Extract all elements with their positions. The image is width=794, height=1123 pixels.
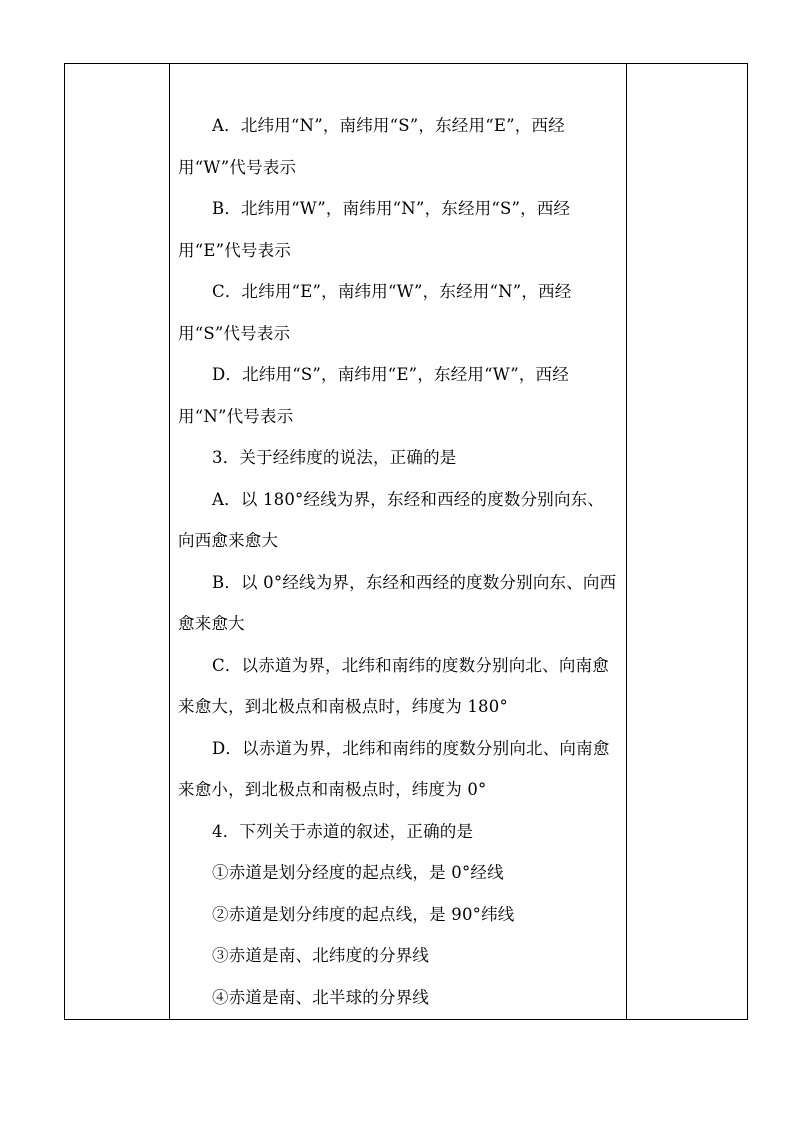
q2-option-a: A．北纬用“N”，南纬用“S”，东经用“E”，西经用“W”代号表示 <box>178 116 565 177</box>
q3-option-c: C．以赤道为界，北纬和南纬的度数分别向北、向南愈来愈大，到北极点和南极点时，纬度为 180° <box>178 655 609 716</box>
q4-statement-2: ②赤道是划分纬度的起点线，是 90°纬线 <box>212 904 515 924</box>
right-column-cell <box>627 64 748 1020</box>
table-row <box>65 64 748 1020</box>
q4-statement-4: ④赤道是南、北半球的分界线 <box>212 987 430 1007</box>
q2-option-b: B．北纬用“W”，南纬用“N”，东经用“S”，西经用“E”代号表示 <box>178 199 571 260</box>
q3-option-b: B．以 0°经线为界，东经和西经的度数分别向东、向西愈来愈大 <box>178 572 617 633</box>
q3-stem: 3．关于经纬度的说法，正确的是 <box>212 448 457 467</box>
question-content <box>170 64 626 1018</box>
worksheet-table <box>64 63 748 1020</box>
left-column-cell <box>65 64 170 1020</box>
q3-option-a: A．以 180°经线为界，东经和西经的度数分别向东、向西愈来愈大 <box>178 489 605 550</box>
q4-statement-3: ③赤道是南、北纬度的分界线 <box>212 946 430 965</box>
q3-option-d: D．以赤道为界，北纬和南纬的度数分别向北、向南愈来愈小，到北极点和南极点时，纬度为 0° <box>178 738 610 799</box>
q4-statement-1: ①赤道是划分经度的起点线，是 0°经线 <box>212 863 504 882</box>
q2-option-d: D．北纬用“S”，南纬用“E”，东经用“W”，西经用“N”代号表示 <box>178 365 569 426</box>
q4-stem: 4．下列关于赤道的叙述，正确的是 <box>212 821 474 841</box>
content-cell <box>170 64 627 1020</box>
q2-option-c: C．北纬用“E”，南纬用“W”，东经用“N”，西经用“S”代号表示 <box>178 282 572 343</box>
